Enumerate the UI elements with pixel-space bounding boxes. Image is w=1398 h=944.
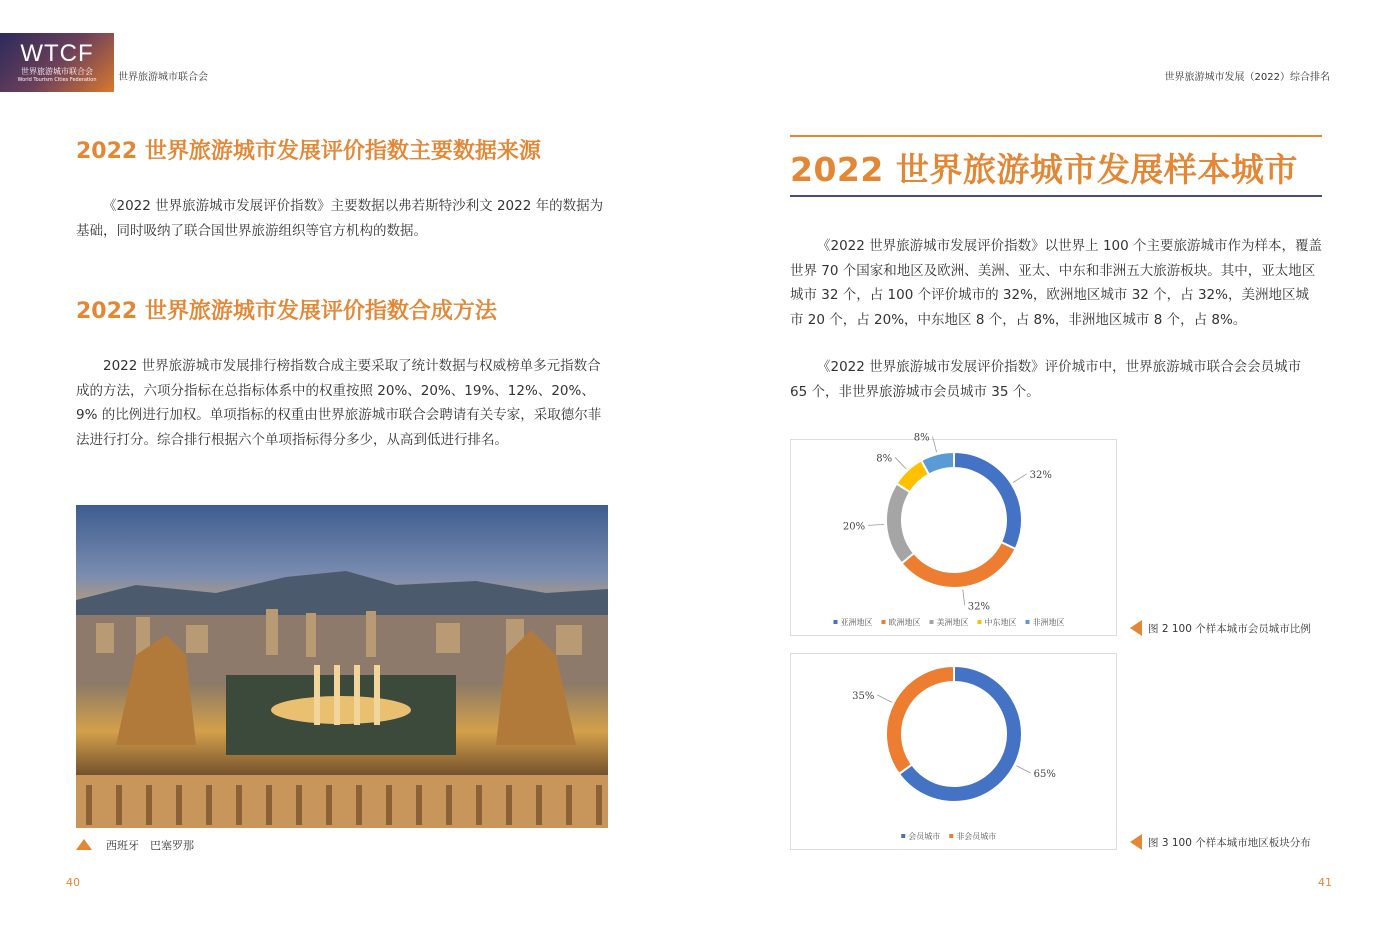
chart1-leader-3 — [895, 457, 906, 469]
chart2-leader-0 — [1016, 766, 1030, 773]
right-para-1: 《2022 世界旅游城市发展评价指数》以世界上 100 个主要旅游城市作为样本，覆盖世界 70 个国家和地区及欧洲、美洲、亚太、中东和非洲五大旅游板块。其中，亚太地区城市 32 个，占 100 个评价城市的 32%，欧洲地区城市 32 个，占 32%，美洲地区城市 20 个，占 20%，中东地区 8 个，占 8%，非洲地区城市 8 个，占 8%。 — [790, 238, 1322, 328]
chart1-label-3: 8% — [876, 453, 893, 465]
chart1-label-0: 32% — [1029, 469, 1052, 481]
chart1-legend-swatch-2 — [930, 620, 934, 624]
chart2-legend-swatch-1 — [949, 834, 953, 838]
logo-cn-text: 世界旅游城市联合会 — [21, 67, 93, 76]
chart1-legend-swatch-1 — [882, 620, 886, 624]
chart2-slice-1 — [886, 666, 954, 774]
member-donut-svg — [791, 654, 1116, 849]
chart1-slice-0 — [954, 452, 1022, 549]
org-name: 世界旅游城市联合会 — [118, 72, 208, 83]
chart1-label-4: 8% — [913, 432, 930, 444]
section1-text: 《2022 世界旅游城市发展评价指数》主要数据以弗若斯特沙利文 2022 年的数据为基础，同时吸纳了联合国世界旅游组织等官方机构的数据。 — [76, 198, 604, 239]
chart2-legend-label-0: 会员城市 — [908, 832, 941, 841]
wtcf-logo — [0, 33, 114, 92]
chart1-leader-2 — [868, 524, 884, 525]
chart2-label-1: 35% — [852, 690, 875, 702]
chart1-legend-label-2: 美洲地区 — [936, 618, 969, 627]
fig2-caption-text: 图 2 100 个样本城市会员城市比例 — [1148, 623, 1311, 635]
section1-title: 2022 世界旅游城市发展评价指数主要数据来源 — [76, 139, 541, 164]
chart2-legend-swatch-0 — [901, 834, 905, 838]
chart1-legend-label-3: 中东地区 — [984, 618, 1017, 627]
region-donut-svg — [791, 432, 1116, 635]
fig2-triangle-icon — [1130, 620, 1142, 636]
logo-text: WTCF — [20, 40, 94, 67]
chart2-legend-label-1: 非会员城市 — [956, 832, 997, 841]
caption-triangle-icon — [76, 839, 92, 850]
chart1-legend-label-4: 非洲地区 — [1032, 618, 1065, 627]
chart1-legend-swatch-0 — [834, 620, 838, 624]
section2-text: 2022 世界旅游城市发展排行榜指数合成主要采取了统计数据与权威榜单多元指数合成的方法，六项分指标在总指标体系中的权重按照 20%、20%、19%、12%、20%、9% 的比例进行加权。单项指标的权重由世界旅游城市联合会聘请有关专家，采取德尔菲法进行打分。综合排行根据六个单项指标得分多少，从高到低进行排名。 — [76, 358, 602, 448]
chart1-slice-4 — [921, 452, 954, 474]
chart2-leader-1 — [877, 695, 891, 702]
chart1-legend-label-1: 欧洲地区 — [888, 618, 921, 627]
chart1-legend-label-0: 亚洲地区 — [840, 618, 873, 627]
report-title: 世界旅游城市发展（2022）综合排名 — [1164, 72, 1330, 83]
photo-caption — [76, 837, 194, 853]
right-title: 2022 世界旅游城市发展样本城市 — [790, 150, 1298, 189]
barcelona-photo — [76, 505, 608, 828]
chart1-legend-swatch-3 — [978, 620, 982, 624]
page-number-right: 41 — [1318, 876, 1332, 889]
section2-title: 2022 世界旅游城市发展评价指数合成方法 — [76, 299, 497, 324]
chart1-leader-4 — [933, 437, 937, 452]
chart1-label-1: 32% — [967, 601, 991, 613]
chart2-label-0: 65% — [1033, 769, 1056, 781]
photo-caption-text: 西班牙 巴塞罗那 — [106, 839, 194, 852]
chart1-leader-1 — [963, 589, 965, 605]
region-donut-chart — [790, 432, 1117, 636]
page-number-left: 40 — [66, 876, 80, 889]
chart1-leader-0 — [1013, 474, 1027, 483]
chart1-slice-1 — [902, 542, 1016, 588]
fig2-caption — [1130, 620, 1311, 636]
chart1-legend-swatch-4 — [1026, 620, 1030, 624]
chart1-slice-2 — [886, 484, 914, 564]
right-para-2: 《2022 世界旅游城市发展评价指数》评价城市中，世界旅游城市联合会会员城市 65 个，非世界旅游城市会员城市 35 个。 — [790, 359, 1302, 400]
fig3-caption — [1130, 834, 1311, 850]
fig3-triangle-icon — [1130, 834, 1142, 850]
chart1-label-2: 20% — [842, 521, 866, 533]
member-donut-chart — [790, 653, 1117, 850]
fig3-caption-text: 图 3 100 个样本城市地区板块分布 — [1148, 837, 1311, 849]
logo-en-text: World Tourism Cities Federation — [17, 77, 97, 83]
